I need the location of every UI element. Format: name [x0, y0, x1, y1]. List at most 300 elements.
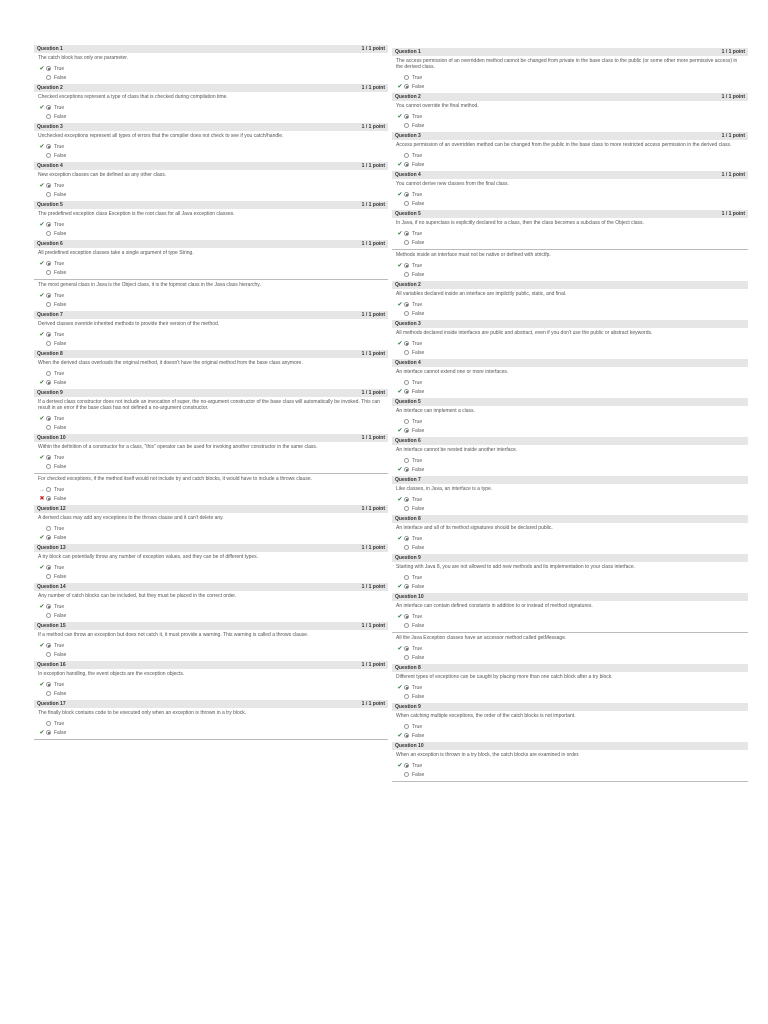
radio-selected[interactable]: [404, 302, 409, 307]
question-text: In Java, if no superclass is explicitly declared for a class, then the class becomes a subclass of the Object class.: [396, 220, 644, 226]
radio-selected[interactable]: [404, 162, 409, 167]
radio-unselected[interactable]: [404, 419, 409, 424]
option-label: True: [54, 486, 65, 493]
radio-selected[interactable]: [404, 341, 409, 346]
radio-selected[interactable]: [46, 730, 51, 735]
question-number: Question 3: [395, 133, 421, 139]
answer-option[interactable]: [38, 533, 388, 542]
answer-option[interactable]: [38, 453, 388, 462]
answer-option[interactable]: [38, 602, 388, 611]
question-text: You cannot derive new classes from the final class.: [396, 181, 509, 187]
question-number: Question 10: [395, 594, 424, 600]
option-label: True: [412, 762, 423, 769]
answer-option[interactable]: [38, 423, 388, 432]
answer-option[interactable]: [38, 641, 388, 650]
radio-selected[interactable]: [404, 685, 409, 690]
question-block: [392, 632, 748, 664]
question-text: Unchecked exceptions represent all types of errors that the compiler does not check to see if you catch/handle.: [38, 133, 284, 139]
answer-option[interactable]: [396, 644, 748, 653]
correct-check-icon: ✔: [397, 192, 403, 198]
answer-options: [34, 141, 388, 162]
radio-unselected[interactable]: [404, 458, 409, 463]
radio-selected[interactable]: [46, 183, 51, 188]
question-points: 1 / 1 point: [361, 623, 385, 629]
correct-check-icon: ✔: [397, 263, 403, 269]
radio-unselected[interactable]: [404, 655, 409, 660]
question-header: [34, 434, 388, 442]
question-number: Question 2: [37, 85, 63, 91]
answer-option[interactable]: [38, 220, 388, 229]
question-number: Question 10: [395, 743, 424, 749]
radio-unselected[interactable]: [46, 487, 51, 492]
answer-option[interactable]: [38, 259, 388, 268]
radio-unselected[interactable]: [404, 772, 409, 777]
option-label: False: [412, 732, 425, 739]
option-label: True: [412, 113, 423, 120]
question-block: [34, 201, 388, 240]
question-text: New exception classes can be defined as any other class.: [38, 172, 167, 178]
radio-selected[interactable]: [404, 733, 409, 738]
question-number: Question 3: [395, 321, 421, 327]
radio-unselected[interactable]: [46, 574, 51, 579]
answer-option[interactable]: [396, 426, 748, 435]
option-label: False: [412, 271, 425, 278]
question-text: When catching multiple exceptions, the order of the catch blocks is not important.: [396, 713, 576, 719]
answer-option[interactable]: [38, 181, 388, 190]
answer-option[interactable]: [396, 543, 748, 552]
answer-option[interactable]: [396, 731, 748, 740]
answer-option[interactable]: [396, 151, 748, 160]
answer-option[interactable]: [396, 456, 748, 465]
radio-unselected[interactable]: [46, 464, 51, 469]
question-points: 1 / 1 point: [721, 133, 745, 139]
option-label: False: [54, 301, 67, 308]
answer-options: [392, 416, 748, 437]
correct-check-icon: ✔: [397, 84, 403, 90]
option-label: True: [54, 681, 65, 688]
option-label: True: [412, 379, 423, 386]
question-header: [392, 171, 748, 179]
question-header: [392, 554, 748, 562]
answer-option[interactable]: [396, 270, 748, 279]
question-header: [34, 389, 388, 397]
radio-selected[interactable]: [46, 682, 51, 687]
answer-option[interactable]: [396, 238, 748, 247]
option-label: True: [54, 65, 65, 72]
radio-selected[interactable]: [404, 536, 409, 541]
option-label: False: [54, 651, 67, 658]
radio-selected[interactable]: [404, 584, 409, 589]
question-text: If a method can throw an exception but does not catch it, it must provide a warning. This warning is called a throws clause.: [38, 632, 309, 638]
answer-options: [392, 72, 748, 93]
question-number: Question 2: [395, 282, 421, 288]
question-header: [392, 664, 748, 672]
radio-unselected[interactable]: [46, 526, 51, 531]
answer-option[interactable]: [38, 291, 388, 300]
question-block: [392, 515, 748, 554]
correct-check-icon: ✔: [39, 643, 45, 649]
option-label: False: [54, 729, 67, 736]
radio-unselected[interactable]: [404, 240, 409, 245]
radio-unselected[interactable]: [46, 114, 51, 119]
question-header: [392, 320, 748, 328]
question-number: Question 10: [37, 435, 66, 441]
question-header: [34, 583, 388, 591]
answer-option[interactable]: [38, 611, 388, 620]
radio-selected[interactable]: [46, 604, 51, 609]
radio-unselected[interactable]: [404, 575, 409, 580]
answer-options: [34, 718, 388, 739]
option-label: True: [412, 496, 423, 503]
correct-check-icon: ✔: [39, 222, 45, 228]
answer-option[interactable]: [396, 387, 748, 396]
answer-options: [392, 611, 748, 632]
answer-option[interactable]: [38, 650, 388, 659]
radio-unselected[interactable]: [46, 652, 51, 657]
question-points: 1 / 1 point: [361, 701, 385, 707]
answer-option[interactable]: [396, 653, 748, 662]
radio-selected[interactable]: [46, 416, 51, 421]
radio-unselected[interactable]: [404, 123, 409, 128]
question-block: [34, 240, 388, 279]
option-label: True: [412, 262, 423, 269]
answer-option[interactable]: [396, 73, 748, 82]
question-block: [34, 311, 388, 350]
answer-option[interactable]: [38, 563, 388, 572]
question-block: [34, 700, 388, 739]
question-number: Question 5: [395, 211, 421, 217]
correct-check-icon: ✔: [397, 763, 403, 769]
answer-option[interactable]: [38, 142, 388, 151]
radio-unselected[interactable]: [46, 192, 51, 197]
correct-check-icon: ✔: [39, 66, 45, 72]
answer-option[interactable]: [396, 465, 748, 474]
radio-selected[interactable]: [404, 763, 409, 768]
answer-option[interactable]: [38, 414, 388, 423]
radio-unselected[interactable]: [404, 724, 409, 729]
question-block: [34, 473, 388, 505]
radio-unselected[interactable]: [46, 231, 51, 236]
option-label: True: [54, 221, 65, 228]
option-label: False: [54, 269, 67, 276]
answer-option[interactable]: [396, 692, 748, 701]
radio-selected[interactable]: [46, 455, 51, 460]
correct-check-icon: ✔: [39, 183, 45, 189]
radio-unselected[interactable]: [404, 506, 409, 511]
radio-selected[interactable]: [404, 428, 409, 433]
answer-option[interactable]: [396, 199, 748, 208]
option-label: True: [412, 74, 423, 81]
answer-option[interactable]: [396, 112, 748, 121]
answer-option[interactable]: [396, 378, 748, 387]
radio-unselected[interactable]: [46, 341, 51, 346]
option-label: True: [54, 182, 65, 189]
question-number: Question 14: [37, 584, 66, 590]
option-label: False: [412, 239, 425, 246]
question-block: [34, 583, 388, 622]
question-points: 1 / 1 point: [361, 351, 385, 357]
question-text: All predefined exception classes take a single argument of type String.: [38, 250, 194, 256]
radio-unselected[interactable]: [404, 694, 409, 699]
radio-selected[interactable]: [404, 389, 409, 394]
question-points: 1 / 1 point: [721, 211, 745, 217]
answer-option[interactable]: [396, 621, 748, 630]
radio-selected[interactable]: [46, 380, 51, 385]
answer-options: [34, 258, 388, 279]
question-text: All methods declared inside interfaces are public and abstract, even if you don't use the public or abstract keywords.: [396, 330, 653, 336]
answer-option[interactable]: [38, 330, 388, 339]
answer-options: [392, 150, 748, 171]
question-number: Question 17: [37, 701, 66, 707]
radio-selected[interactable]: [404, 467, 409, 472]
answer-option[interactable]: [38, 73, 388, 82]
radio-selected[interactable]: [404, 192, 409, 197]
answer-options: [34, 601, 388, 622]
answer-options: [34, 180, 388, 201]
question-block: [34, 162, 388, 201]
radio-selected[interactable]: [46, 144, 51, 149]
radio-selected[interactable]: [46, 332, 51, 337]
answer-options: [392, 643, 748, 664]
answer-options: [392, 494, 748, 515]
question-header: [34, 123, 388, 131]
correct-check-icon: ✔: [39, 682, 45, 688]
question-header: [392, 593, 748, 601]
radio-selected[interactable]: [46, 222, 51, 227]
correct-check-icon: ✔: [397, 614, 403, 620]
radio-selected[interactable]: [46, 643, 51, 648]
option-label: False: [412, 771, 425, 778]
answer-option[interactable]: [396, 339, 748, 348]
answer-options: [392, 189, 748, 210]
question-block: [392, 476, 748, 515]
answer-option[interactable]: [396, 121, 748, 130]
column-end-divider: [34, 739, 388, 740]
question-block: [34, 661, 388, 700]
question-text: The finally block contains code to be executed only when an exception is thrown in a try block.: [38, 710, 247, 716]
answer-option[interactable]: [38, 680, 388, 689]
right-quiz-column: [392, 48, 748, 782]
radio-unselected[interactable]: [404, 623, 409, 628]
question-header: [392, 210, 748, 218]
answer-option[interactable]: [396, 160, 748, 169]
answer-options: [34, 452, 388, 473]
question-points: 1 / 1 point: [361, 163, 385, 169]
radio-unselected[interactable]: [404, 75, 409, 80]
option-label: False: [54, 230, 67, 237]
radio-selected[interactable]: [46, 535, 51, 540]
answer-option[interactable]: [38, 268, 388, 277]
radio-unselected[interactable]: [46, 371, 51, 376]
radio-unselected[interactable]: [46, 302, 51, 307]
question-text: All the Java Exception classes have an accessor method called getMessage.: [396, 635, 567, 641]
answer-option[interactable]: [396, 612, 748, 621]
question-number: Question 9: [395, 704, 421, 710]
radio-unselected[interactable]: [404, 545, 409, 550]
question-block: [34, 389, 388, 434]
radio-unselected[interactable]: [404, 380, 409, 385]
question-points: 1 / 1 point: [361, 312, 385, 318]
radio-selected[interactable]: [404, 263, 409, 268]
answer-option[interactable]: [38, 369, 388, 378]
radio-selected[interactable]: [46, 565, 51, 570]
answer-option[interactable]: [38, 103, 388, 112]
radio-selected[interactable]: [404, 84, 409, 89]
option-label: True: [54, 292, 65, 299]
option-label: True: [412, 340, 423, 347]
radio-selected[interactable]: [46, 293, 51, 298]
question-text: When an exception is thrown in a try block, the catch blocks are examined in order.: [396, 752, 580, 758]
answer-option[interactable]: [38, 462, 388, 471]
answer-options: [34, 368, 388, 389]
answer-option[interactable]: [396, 348, 748, 357]
question-text: You cannot override the final method.: [396, 103, 479, 109]
option-label: False: [54, 463, 67, 470]
radio-unselected[interactable]: [46, 153, 51, 158]
answer-option[interactable]: [38, 339, 388, 348]
answer-option[interactable]: [396, 770, 748, 779]
radio-selected[interactable]: [46, 66, 51, 71]
correct-check-icon: ✔: [397, 536, 403, 542]
question-block: [34, 84, 388, 123]
answer-option[interactable]: [396, 534, 748, 543]
radio-unselected[interactable]: [404, 311, 409, 316]
radio-selected[interactable]: [404, 614, 409, 619]
answer-option[interactable]: [38, 524, 388, 533]
radio-unselected[interactable]: [404, 272, 409, 277]
correct-check-icon: ✔: [39, 416, 45, 422]
question-number: Question 4: [37, 163, 63, 169]
radio-unselected[interactable]: [46, 425, 51, 430]
question-text: Any number of catch blocks can be included, but they must be placed in the correct order.: [38, 593, 237, 599]
question-header: [34, 240, 388, 248]
answer-option[interactable]: [38, 485, 388, 494]
radio-selected[interactable]: [46, 496, 51, 501]
radio-selected[interactable]: [404, 497, 409, 502]
radio-selected[interactable]: [404, 114, 409, 119]
answer-option[interactable]: [396, 82, 748, 91]
option-label: True: [54, 370, 65, 377]
answer-option[interactable]: [396, 261, 748, 270]
answer-option[interactable]: [38, 494, 388, 503]
option-label: True: [412, 457, 423, 464]
question-text: When the derived class overloads the original method, it doesn't have the original method from the base class anymore.: [38, 360, 303, 366]
answer-option[interactable]: [396, 190, 748, 199]
answer-option[interactable]: [38, 572, 388, 581]
radio-unselected[interactable]: [404, 201, 409, 206]
radio-selected[interactable]: [46, 261, 51, 266]
answer-options: [34, 679, 388, 700]
question-number: Question 7: [395, 477, 421, 483]
answer-option[interactable]: [38, 378, 388, 387]
question-block: [392, 320, 748, 359]
radio-unselected[interactable]: [46, 75, 51, 80]
question-text: An interface cannot extend one or more interfaces.: [396, 369, 509, 375]
question-text: If a derived class constructor does not include an invocation of super, the no-argument constructor of the base class will automatically be invoked. This can result in an error if the base class has not defined a no-argument constructor.: [38, 399, 381, 411]
question-header: [34, 622, 388, 630]
option-label: False: [54, 74, 67, 81]
radio-unselected[interactable]: [46, 691, 51, 696]
question-block: [392, 703, 748, 742]
option-label: False: [54, 340, 67, 347]
answer-option[interactable]: [396, 761, 748, 770]
answer-option[interactable]: [396, 722, 748, 731]
radio-selected[interactable]: [46, 105, 51, 110]
answer-options: [34, 219, 388, 240]
answer-option[interactable]: [38, 190, 388, 199]
radio-unselected[interactable]: [404, 153, 409, 158]
question-points: 1 / 1 point: [361, 85, 385, 91]
answer-option[interactable]: [38, 112, 388, 121]
answer-option[interactable]: [396, 573, 748, 582]
answer-option[interactable]: [38, 64, 388, 73]
answer-option[interactable]: [38, 728, 388, 737]
correct-check-icon: ✔: [397, 497, 403, 503]
radio-selected[interactable]: [404, 646, 409, 651]
answer-option[interactable]: [38, 300, 388, 309]
radio-unselected[interactable]: [46, 270, 51, 275]
answer-option[interactable]: [396, 683, 748, 692]
option-label: True: [54, 603, 65, 610]
answer-option[interactable]: [396, 309, 748, 318]
question-text: An interface can contain defined constants in addition to or instead of method signatures.: [396, 603, 593, 609]
correct-check-icon: ✔: [39, 730, 45, 736]
option-label: True: [54, 104, 65, 111]
radio-selected[interactable]: [404, 231, 409, 236]
answer-option[interactable]: [38, 229, 388, 238]
question-text: Different types of exceptions can be caught by placing more than one catch block after a try block.: [396, 674, 613, 680]
answer-option[interactable]: [396, 504, 748, 513]
question-header: [34, 201, 388, 209]
answer-option[interactable]: [38, 719, 388, 728]
answer-option[interactable]: [396, 300, 748, 309]
correct-check-icon: ✔: [397, 231, 403, 237]
answer-option[interactable]: [396, 417, 748, 426]
option-label: False: [412, 544, 425, 551]
option-label: True: [412, 645, 423, 652]
option-label: True: [412, 301, 423, 308]
radio-unselected[interactable]: [46, 613, 51, 618]
answer-options: [392, 111, 748, 132]
correct-check-icon: ✔: [39, 105, 45, 111]
question-block: [392, 210, 748, 249]
answer-options: [392, 377, 748, 398]
answer-option[interactable]: [396, 495, 748, 504]
answer-options: [34, 562, 388, 583]
question-text: A try block can potentially throw any number of exception values, and they can be of different types.: [38, 554, 259, 560]
answer-option[interactable]: [396, 229, 748, 238]
question-block: [34, 45, 388, 84]
question-text: In exception handling, the event objects are the exception objects.: [38, 671, 185, 677]
answer-arrow-icon: →: [39, 486, 45, 493]
question-points: 1 / 1 point: [361, 435, 385, 441]
question-number: Question 5: [395, 399, 421, 405]
option-label: False: [412, 388, 425, 395]
correct-check-icon: ✔: [397, 341, 403, 347]
question-block: [392, 48, 748, 93]
answer-option[interactable]: [396, 582, 748, 591]
radio-unselected[interactable]: [46, 721, 51, 726]
question-block: [392, 249, 748, 281]
answer-option[interactable]: [38, 689, 388, 698]
option-label: False: [412, 200, 425, 207]
question-points: 1 / 1 point: [361, 202, 385, 208]
option-label: False: [54, 612, 67, 619]
answer-option[interactable]: [38, 151, 388, 160]
question-number: Question 8: [395, 516, 421, 522]
option-label: False: [412, 622, 425, 629]
radio-unselected[interactable]: [404, 350, 409, 355]
